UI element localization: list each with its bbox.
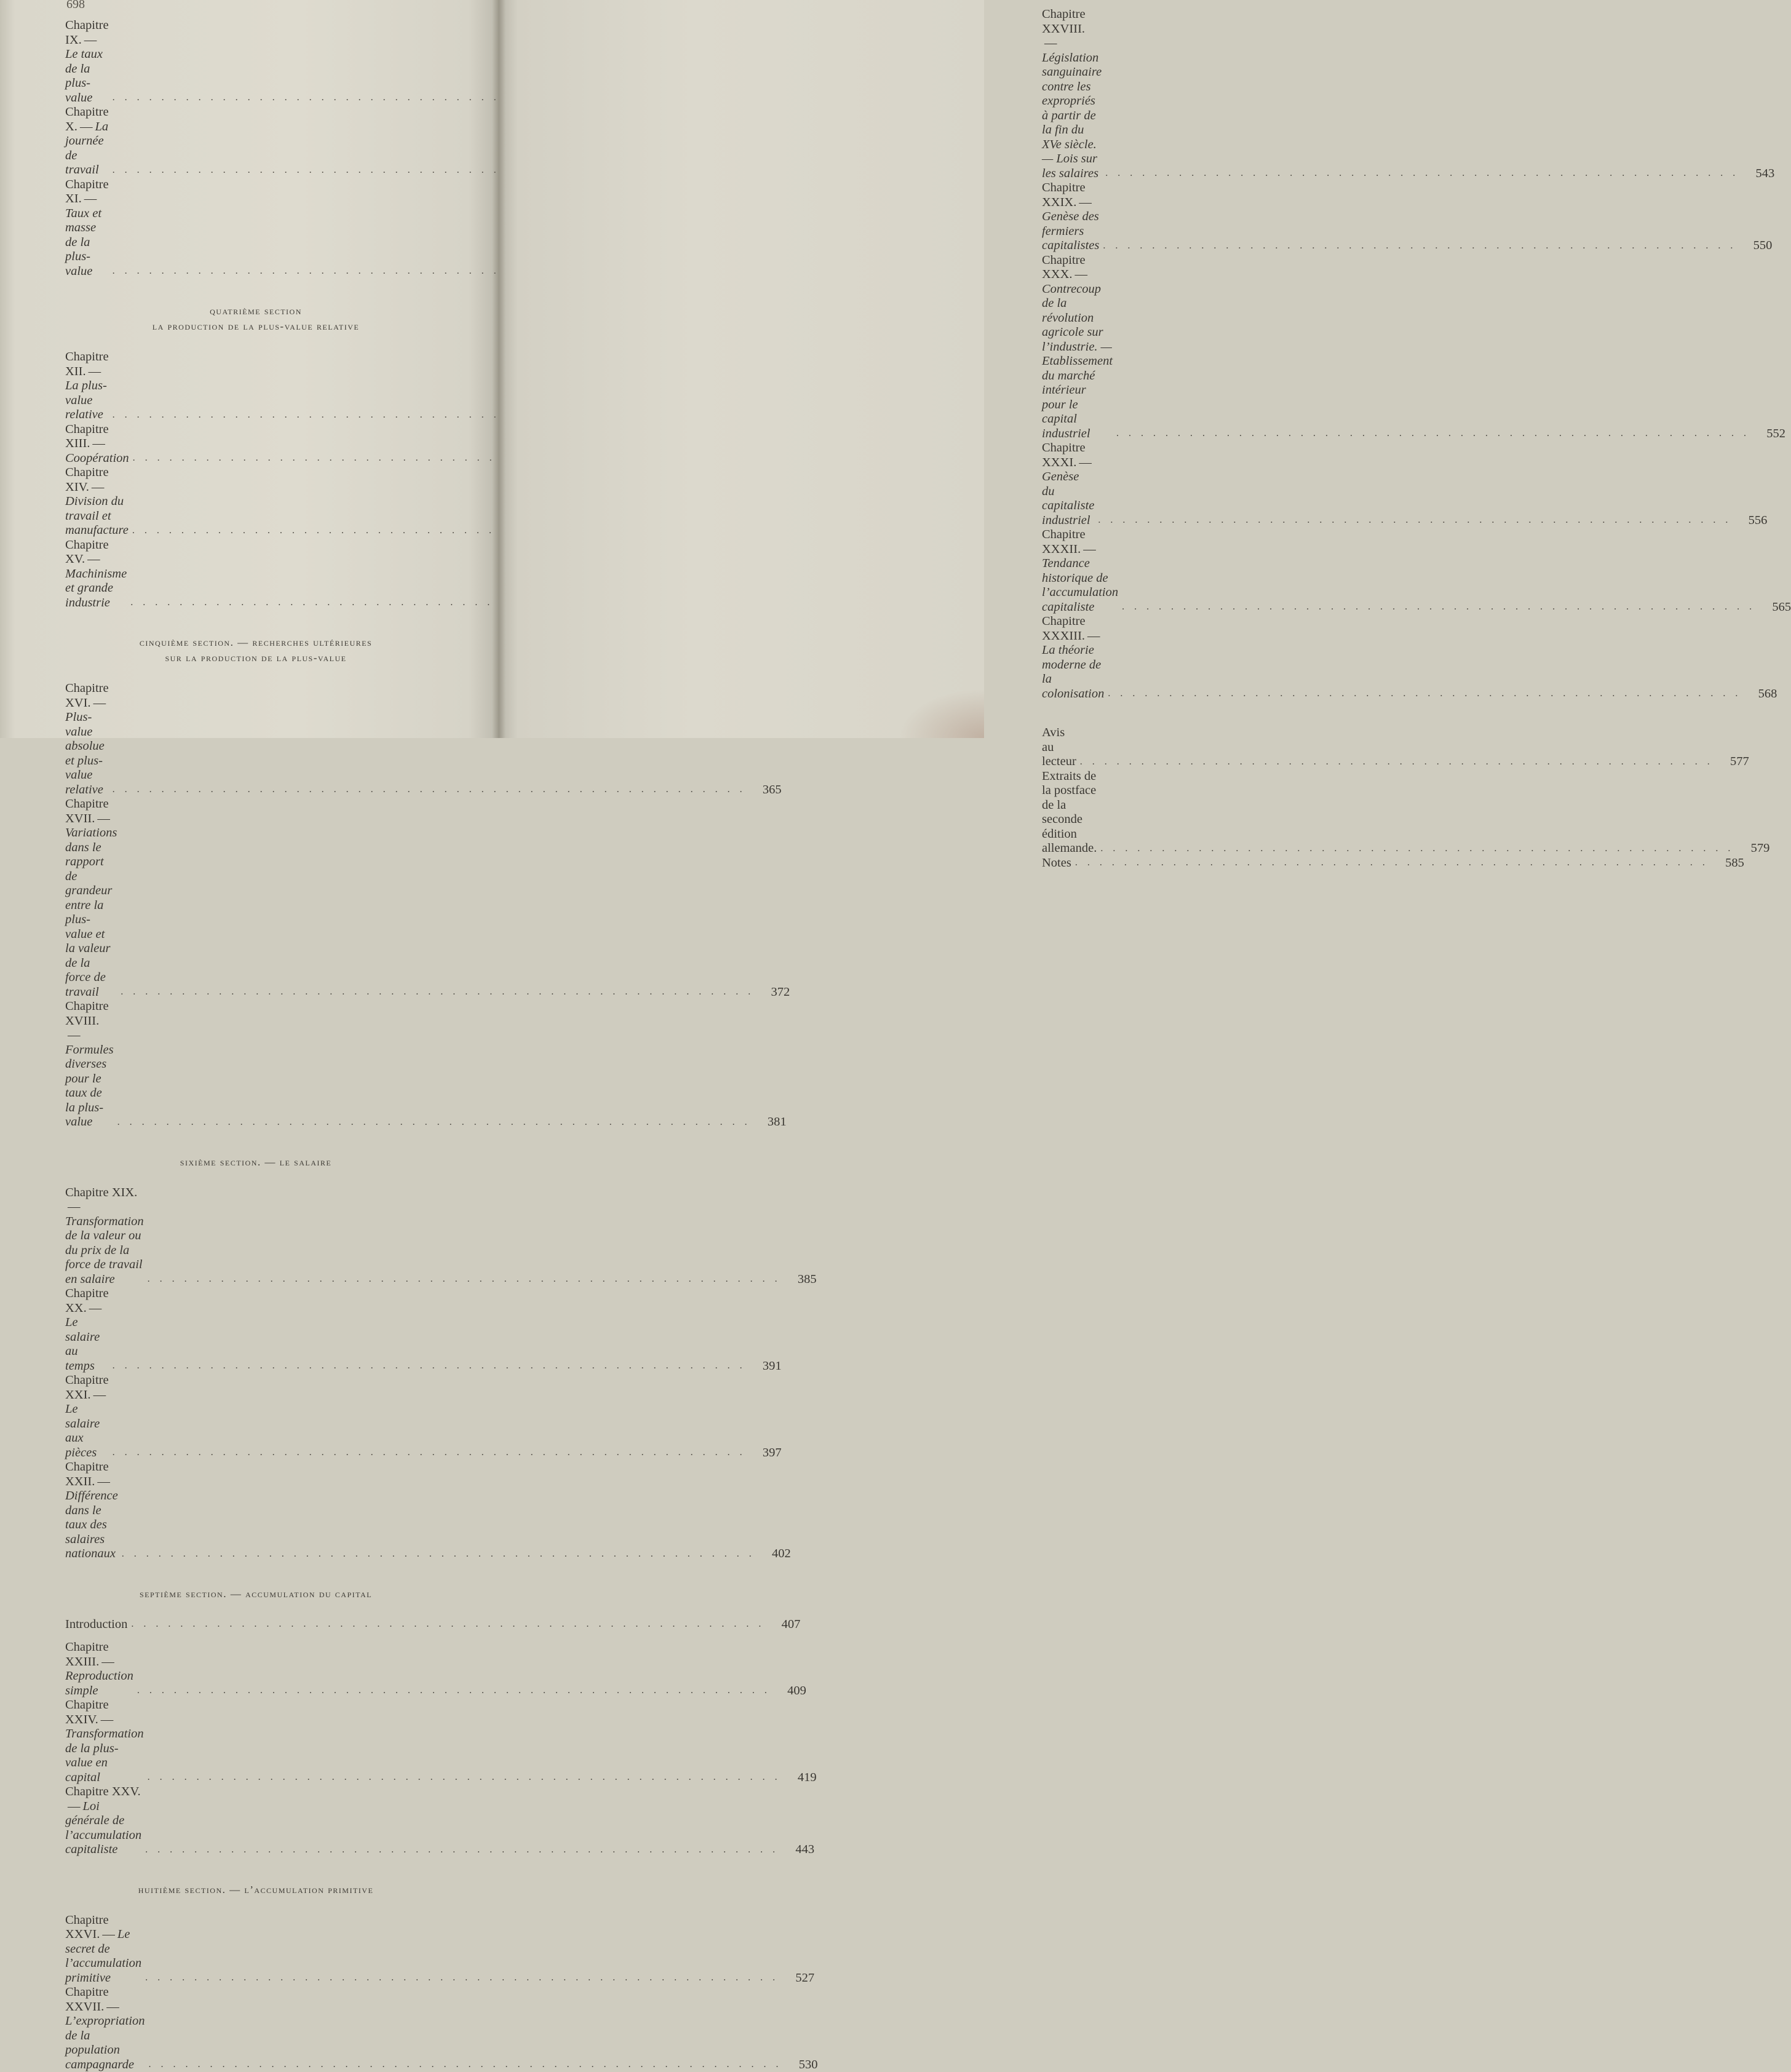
chapter-title: Le secret de l’accumulation primitive	[65, 1927, 141, 1985]
dot-leader	[117, 1117, 751, 1127]
dot-leader	[1075, 858, 1709, 868]
dot-leader	[1105, 169, 1739, 178]
page-ref: 443	[782, 1843, 814, 1857]
chapter-label: Chapitre XXXI.	[1042, 441, 1086, 469]
chapter-title: Transformation de la plus-value en capital	[65, 1727, 144, 1784]
em-dash: —	[84, 192, 97, 205]
chapter-label: Chapitre XIX.	[65, 1186, 137, 1199]
toc-entry-text	[65, 350, 109, 423]
dot-leader	[148, 2060, 782, 2070]
spacer	[65, 279, 447, 303]
toc-entry-text	[65, 1618, 127, 1632]
em-dash: —	[84, 33, 97, 47]
em-dash: —	[92, 480, 105, 494]
chapter-title: Machinisme et grande industrie	[65, 567, 127, 609]
chapter-title: Taux et masse de la plus-value	[65, 207, 101, 278]
dot-leader	[1122, 602, 1755, 612]
chapter-label: Chapitre XXVIII.	[1042, 7, 1086, 36]
toc-entry-text	[65, 1287, 109, 1373]
em-dash: —	[68, 1028, 81, 1042]
chapter-title: Reproduction simple	[65, 1669, 133, 1697]
page-ref: 577	[1717, 755, 1749, 769]
toc-entry	[1042, 726, 1423, 769]
spacer	[65, 1632, 447, 1640]
spacer	[65, 1170, 447, 1186]
section-heading: septième section. — accumulation du capital	[65, 1586, 447, 1602]
page-ref: 585	[1712, 856, 1744, 871]
toc-entry-text	[1042, 441, 1094, 528]
em-dash: —	[97, 1475, 110, 1488]
em-dash: —	[92, 437, 105, 450]
toc-entry	[1042, 614, 1423, 701]
toc-entry	[65, 105, 447, 178]
toc-entry-text	[1042, 7, 1102, 181]
chapter-title: Plus-value absolue et plus-value relative	[65, 710, 105, 796]
book-gutter	[492, 0, 506, 738]
page-ref: 391	[750, 1359, 782, 1374]
dot-leader	[1108, 689, 1741, 699]
toc-entry	[65, 1640, 447, 1698]
chapter-label: Chapitre XXXII.	[1042, 528, 1086, 556]
chapter-label: Chapitre XII.	[65, 350, 109, 378]
toc-entry	[65, 1287, 447, 1373]
toc-entry-text	[65, 18, 109, 105]
chapter-label: Chapitre XXII.	[65, 1460, 109, 1488]
em-dash: —	[102, 1927, 115, 1941]
page-ref: 419	[785, 1771, 817, 1785]
chapter-label: Notes	[1042, 856, 1071, 870]
page-ref: 530	[785, 2058, 817, 2072]
toc-entry	[65, 1618, 447, 1632]
chapter-title: Variations dans le rapport de grandeur entre la plus-value et la valeur de la force de travail	[65, 826, 117, 999]
dot-leader	[148, 1274, 781, 1284]
chapter-label: Extraits de la postface de la seconde édition allemande.	[1042, 769, 1097, 855]
chapter-label: Chapitre XIV.	[65, 466, 109, 494]
chapter-label: Chapitre XVIII.	[65, 999, 109, 1028]
toc-entry-text	[1042, 253, 1113, 442]
toc-entry	[65, 797, 447, 999]
em-dash: —	[93, 696, 106, 710]
chapter-title: Le salaire aux pièces	[65, 1402, 100, 1459]
toc-entry-text	[65, 178, 109, 279]
chapter-label: Avis au lecteur	[1042, 726, 1076, 768]
chapter-label: Chapitre X.	[65, 105, 109, 133]
dot-leader	[122, 1549, 755, 1559]
dot-leader	[113, 1448, 746, 1458]
toc-entry	[65, 999, 447, 1130]
page-ref: 552	[1753, 427, 1785, 442]
dot-leader	[121, 987, 754, 997]
dot-leader	[131, 1619, 764, 1629]
chapter-label: Chapitre XXIV.	[65, 1698, 109, 1726]
spacer	[65, 1562, 447, 1586]
toc-entry	[65, 681, 447, 797]
toc-entry	[1042, 181, 1423, 253]
chapter-title: Différence dans le taux des salaires nationaux	[65, 1489, 118, 1560]
toc-entry-text	[1042, 856, 1071, 871]
chapter-title: Genèse des fermiers capitalistes	[1042, 210, 1099, 252]
table-of-contents-right	[1042, 7, 1423, 870]
chapter-title: Législation sanguinaire contre les expropriés à partir de la fin du XVe siècle. — Lois sur les salaires	[1042, 51, 1102, 180]
toc-entry-text	[1042, 181, 1099, 253]
toc-entry-text	[1042, 614, 1104, 701]
spacer	[65, 1602, 447, 1618]
spacer	[65, 1897, 447, 1913]
toc-entry-text	[65, 1373, 109, 1460]
spacer	[65, 1130, 447, 1154]
section-heading: sur la production de la plus-value	[65, 650, 447, 665]
toc-entry-text	[65, 1913, 141, 1986]
toc-entry	[65, 1460, 447, 1562]
em-dash: —	[1079, 196, 1092, 209]
toc-entry	[1042, 769, 1423, 856]
dot-leader	[1098, 515, 1731, 525]
chapter-title: Division du travail et manufacture	[65, 494, 129, 537]
toc-entry-text	[65, 999, 114, 1130]
toc-entry	[1042, 7, 1423, 181]
dot-leader	[145, 1973, 779, 1983]
em-dash: —	[93, 1388, 106, 1402]
toc-entry-text	[65, 797, 117, 999]
chapter-title: La journée de travail	[65, 120, 108, 177]
toc-entry	[65, 1985, 447, 2072]
em-dash: —	[1087, 629, 1100, 643]
dot-leader	[1080, 757, 1714, 767]
dot-leader	[113, 785, 746, 795]
chapter-label: Chapitre XIII.	[65, 423, 109, 451]
dot-leader	[1100, 844, 1734, 854]
page-ref: 556	[1735, 514, 1767, 528]
spacer	[65, 665, 447, 681]
toc-entry-text	[65, 105, 109, 178]
em-dash: —	[68, 1200, 81, 1213]
toc-entry-text	[65, 1460, 118, 1562]
chapter-title: Transformation de la valeur ou du prix de la force de travail en salaire	[65, 1215, 144, 1286]
section-heading: sixième section. — le salaire	[65, 1154, 447, 1170]
chapter-label: Chapitre XVII.	[65, 797, 109, 825]
dot-leader	[148, 1772, 781, 1782]
page-ref: 543	[1742, 167, 1774, 181]
chapter-title: Le taux de la plus-value	[65, 47, 103, 105]
chapter-title: L’expropriation de la population campagnarde	[65, 2014, 145, 2071]
em-dash: —	[1083, 542, 1096, 556]
em-dash: —	[89, 1301, 102, 1315]
chapter-label: Chapitre XXV.	[65, 1785, 141, 1798]
chapter-label: Chapitre XI.	[65, 178, 109, 206]
page-ref: 402	[759, 1547, 791, 1562]
em-dash: —	[101, 1713, 114, 1726]
toc-entry-text	[65, 1186, 144, 1287]
page-ref: 568	[1745, 687, 1777, 702]
chapter-label: Chapitre XXI.	[65, 1373, 109, 1402]
chapter-label: Chapitre XXVII.	[65, 1985, 109, 2014]
toc-entry	[1042, 528, 1423, 614]
dot-leader	[1116, 429, 1750, 439]
em-dash: —	[80, 120, 93, 133]
toc-entry-text	[65, 466, 129, 538]
page-ref: 407	[768, 1618, 800, 1632]
toc-entry	[65, 1698, 447, 1785]
chapter-label: Chapitre XXX.	[1042, 253, 1086, 282]
em-dash: —	[1044, 36, 1057, 50]
spacer	[65, 334, 447, 350]
section-heading: la production de la plus-value relative	[65, 319, 447, 334]
dot-leader	[145, 1845, 779, 1855]
chapter-label: Chapitre XXVI.	[65, 1913, 109, 1942]
em-dash: —	[1075, 268, 1088, 281]
chapter-label: Chapitre XXXIII.	[1042, 614, 1086, 643]
em-dash: —	[87, 552, 100, 566]
chapter-title: Coopération	[65, 451, 129, 465]
page-number: 698	[66, 0, 85, 12]
page-ref: 381	[755, 1115, 787, 1130]
chapter-title: La plus-value relative	[65, 379, 107, 421]
toc-entry-text	[1042, 528, 1118, 614]
toc-entry	[65, 18, 447, 105]
section-heading: huitième section. — l’accumulation primitive	[65, 1882, 447, 1897]
toc-entry-text	[65, 1985, 145, 2072]
toc-entry-text	[65, 423, 129, 466]
right-page	[498, 0, 984, 738]
toc-entry	[65, 1785, 447, 1857]
dot-leader	[113, 1361, 746, 1371]
section-heading: quatrième section	[65, 303, 447, 319]
corner-shadow	[898, 689, 984, 738]
page-ref: 397	[750, 1446, 782, 1461]
em-dash: —	[89, 365, 101, 378]
dot-leader	[137, 1686, 771, 1696]
toc-entry	[1042, 253, 1423, 442]
toc-entry	[65, 423, 447, 466]
toc-entry	[65, 350, 447, 423]
page-ref: 372	[758, 985, 790, 1000]
toc-entry	[65, 1186, 447, 1287]
dot-leader	[1103, 241, 1736, 251]
section-heading: cinquième section. — recherches ultérieures	[65, 635, 447, 650]
chapter-title: Contrecoup de la révolution agricole sur l’industrie. — Etablissement du marché intérieur pour le capital industriel	[1042, 282, 1113, 440]
toc-entry-text	[65, 538, 127, 611]
chapter-label: Chapitre XV.	[65, 538, 109, 566]
book-spread	[0, 0, 984, 738]
em-dash: —	[1079, 456, 1092, 469]
toc-entry-text	[1042, 726, 1076, 769]
toc-entry	[1042, 856, 1423, 871]
page-ref: 550	[1740, 239, 1772, 253]
chapter-label: Introduction	[65, 1618, 127, 1631]
chapter-title: La théorie moderne de la colonisation	[1042, 643, 1104, 701]
chapter-title: Tendance historique de l’accumulation capitaliste	[1042, 557, 1118, 614]
page-ref: 365	[750, 783, 782, 798]
chapter-title: Genèse du capitaliste industriel	[1042, 470, 1094, 527]
chapter-label: Chapitre XX.	[65, 1287, 109, 1315]
page-ref: 385	[785, 1272, 817, 1287]
chapter-title: Le salaire au temps	[65, 1316, 100, 1373]
chapter-label: Chapitre XXIII.	[65, 1640, 109, 1669]
toc-entry-text	[65, 681, 109, 797]
em-dash: —	[68, 1800, 81, 1813]
toc-entry	[65, 1913, 447, 1986]
table-of-contents-left	[65, 18, 447, 2072]
left-page	[0, 0, 498, 738]
toc-entry	[1042, 441, 1423, 528]
toc-entry	[65, 178, 447, 279]
em-dash: —	[97, 812, 110, 825]
chapter-title: Formules diverses pour le taux de la plus-value	[65, 1043, 114, 1129]
toc-entry	[65, 538, 447, 611]
spacer	[65, 610, 447, 635]
page-ref: 527	[782, 1971, 814, 1986]
chapter-label: Chapitre XVI.	[65, 681, 109, 710]
page-ref: 565	[1759, 600, 1791, 615]
toc-entry	[65, 1373, 447, 1460]
em-dash: —	[101, 1655, 114, 1669]
spacer	[1042, 701, 1423, 726]
toc-entry	[65, 466, 447, 538]
chapter-title: Loi générale de l’accumulation capitaliste	[65, 1800, 141, 1857]
toc-entry-text	[65, 1785, 141, 1857]
page-ref: 579	[1737, 841, 1769, 856]
chapter-label: Chapitre XXIX.	[1042, 181, 1086, 209]
chapter-label: Chapitre IX.	[65, 18, 109, 47]
em-dash: —	[106, 2000, 119, 2014]
page-ref: 409	[774, 1684, 806, 1699]
spacer	[65, 1857, 447, 1882]
toc-entry-text	[65, 1640, 133, 1698]
toc-entry-text	[65, 1698, 144, 1785]
toc-entry-text	[1042, 769, 1097, 856]
